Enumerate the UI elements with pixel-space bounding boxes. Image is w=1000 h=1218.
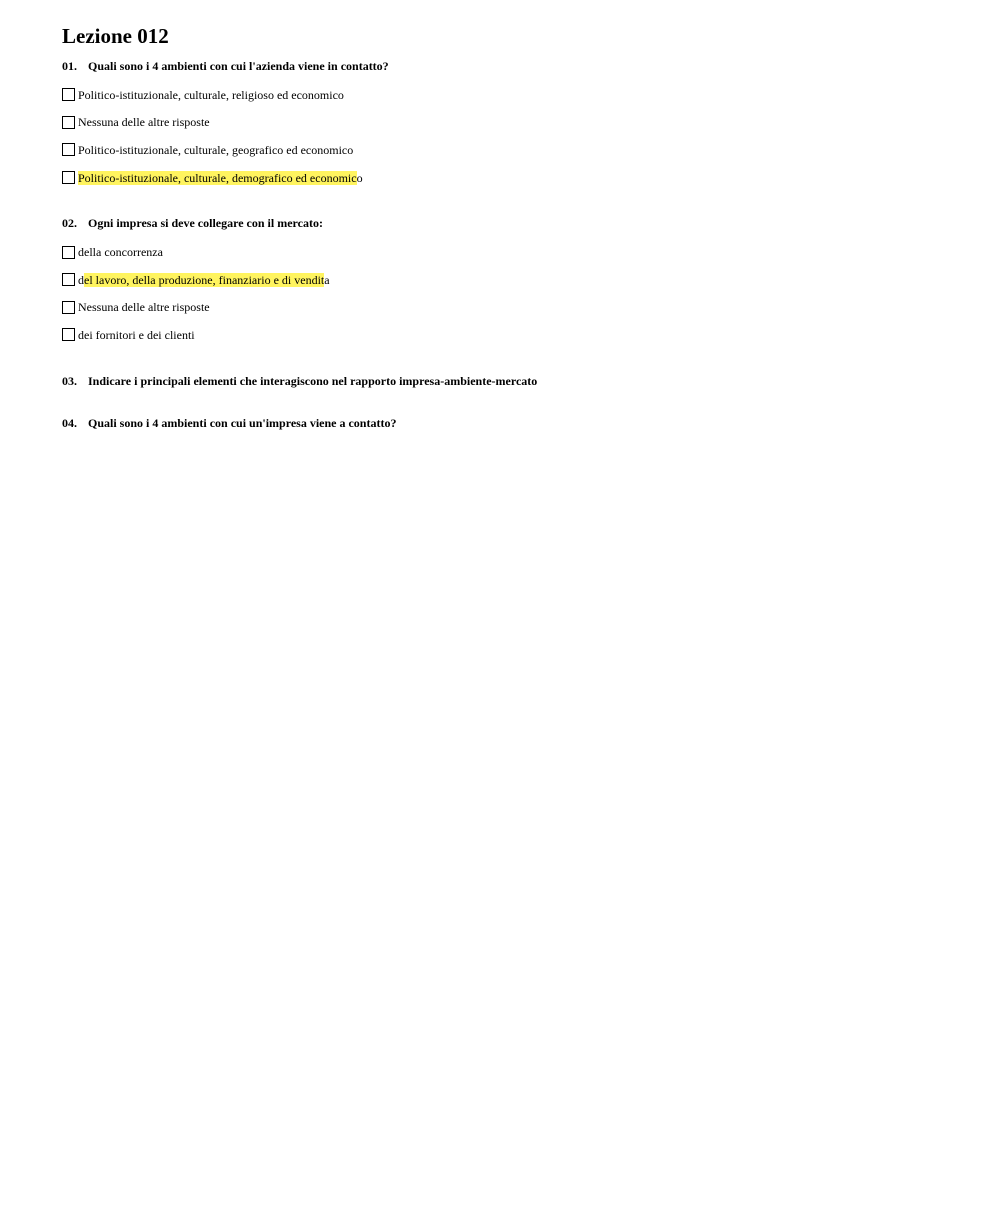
answer-text bbox=[78, 115, 210, 129]
answer-text-post: Politico-istituzionale, culturale, geografico ed economico bbox=[78, 142, 354, 157]
answer-text bbox=[78, 245, 163, 259]
answer-checkbox[interactable] bbox=[62, 143, 75, 156]
question-02 bbox=[62, 215, 962, 358]
answer-checkbox[interactable] bbox=[62, 301, 75, 314]
answer-option[interactable] bbox=[62, 136, 962, 164]
answer-option[interactable] bbox=[62, 109, 962, 137]
answer-checkbox[interactable] bbox=[62, 171, 75, 184]
question-number: 03. bbox=[62, 373, 77, 388]
answer-checkbox[interactable] bbox=[62, 116, 75, 129]
question-04 bbox=[62, 415, 962, 431]
answer-checkbox[interactable] bbox=[62, 246, 75, 259]
answer-text-post: o bbox=[356, 170, 363, 185]
answer-text-highlight: Politico-istituzionale, culturale, demografico ed economic bbox=[78, 170, 357, 185]
answer-option[interactable] bbox=[62, 266, 962, 294]
answer-text bbox=[78, 171, 363, 185]
answer-text-highlight: el lavoro, della produzione, finanziario e di vendit bbox=[84, 272, 325, 287]
answer-text-pre: d bbox=[78, 272, 84, 287]
answer-text-post: dei fornitori e dei clienti bbox=[78, 327, 195, 342]
question-header bbox=[62, 373, 962, 389]
answer-option[interactable] bbox=[62, 321, 962, 349]
question-01 bbox=[62, 58, 962, 201]
answer-option[interactable] bbox=[62, 81, 962, 109]
answer-text bbox=[78, 273, 330, 287]
question-header bbox=[62, 215, 962, 231]
question-text: Indicare i principali elementi che interagiscono nel rapporto impresa-ambiente-mercato bbox=[88, 373, 538, 388]
question-text: Quali sono i 4 ambienti con cui un'impresa viene a contatto? bbox=[88, 415, 397, 430]
question-number: 04. bbox=[62, 415, 77, 430]
answer-option[interactable] bbox=[62, 294, 962, 322]
answer-text-post: Nessuna delle altre risposte bbox=[78, 300, 210, 315]
answer-checkbox[interactable] bbox=[62, 273, 75, 286]
answer-text bbox=[78, 143, 353, 157]
page-title: Lezione 012 bbox=[62, 24, 169, 48]
question-number: 01. bbox=[62, 59, 77, 73]
answer-text bbox=[78, 328, 195, 342]
answer-text bbox=[78, 300, 210, 314]
answer-text bbox=[78, 88, 344, 102]
question-03 bbox=[62, 373, 962, 389]
answer-text-post: della concorrenza bbox=[78, 245, 163, 260]
question-text: Ogni impresa si deve collegare con il mercato: bbox=[88, 216, 323, 231]
question-number: 02. bbox=[62, 216, 77, 231]
answer-option[interactable] bbox=[62, 238, 962, 266]
answer-text-post: Nessuna delle altre risposte bbox=[78, 115, 210, 130]
question-header bbox=[62, 58, 962, 74]
answer-option[interactable] bbox=[62, 164, 962, 192]
answer-checkbox[interactable] bbox=[62, 88, 75, 101]
answer-text-post: Politico-istituzionale, culturale, religioso ed economico bbox=[78, 87, 344, 102]
answer-checkbox[interactable] bbox=[62, 328, 75, 341]
spacer bbox=[62, 191, 962, 201]
question-header bbox=[62, 415, 962, 431]
quiz-page bbox=[62, 22, 962, 457]
answer-text-post: a bbox=[324, 272, 330, 287]
question-text: Quali sono i 4 ambienti con cui l'azienda viene in contatto? bbox=[88, 59, 389, 73]
spacer bbox=[62, 349, 962, 359]
